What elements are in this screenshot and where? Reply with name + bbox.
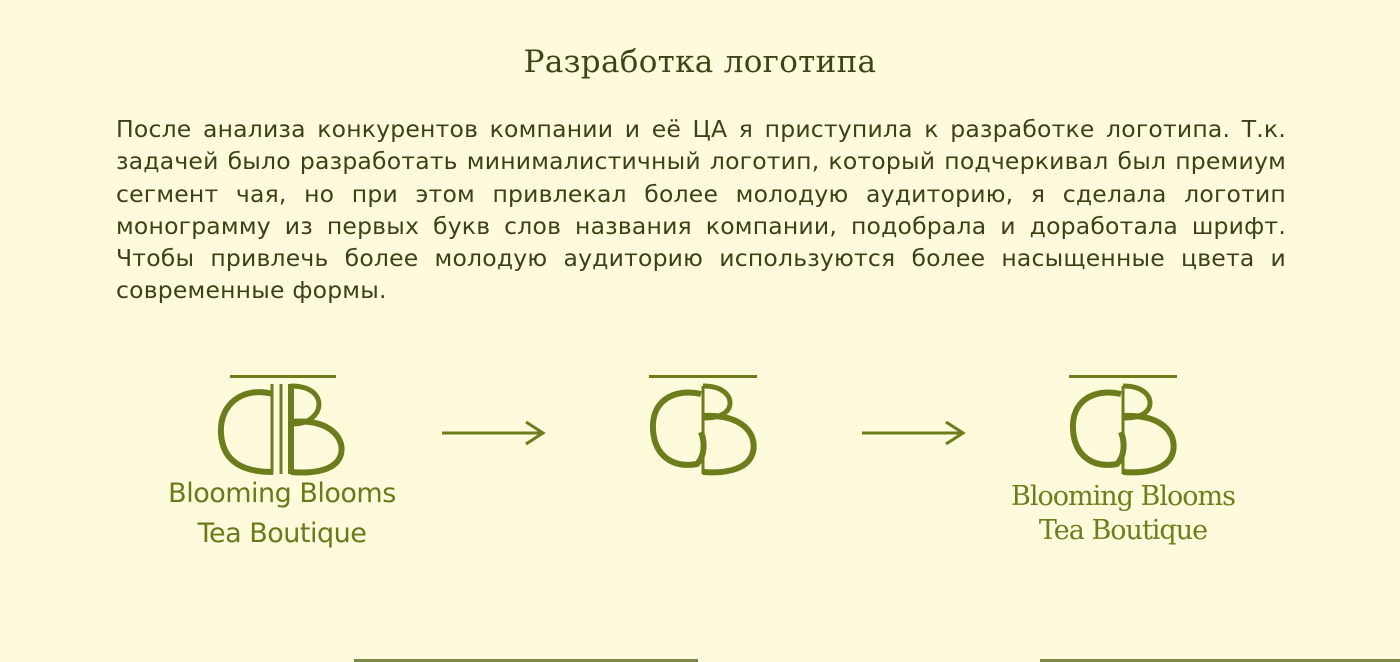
monogram-bb-icon	[1065, 372, 1181, 478]
monogram-bb-icon	[645, 372, 761, 478]
logo-3-name-line-2: Tea Boutique	[1038, 515, 1208, 546]
logo-1-name-line-1: Blooming Blooms	[168, 478, 396, 509]
arrow-right-icon	[860, 418, 968, 448]
logo-1-name-line-2: Tea Boutique	[197, 518, 367, 549]
description-paragraph: После анализа конкурентов компании и её ЦА я приступила к разработке логотипа. Т.к. задачей было разработать минималистичный логотип, который подчеркивал был премиум сегмент чая, но при этом привлекал более молодую аудиторию, я сделала логотип монограмму из первых букв слов названия компании, подобрала и доработала шрифт. Чтобы привлечь более молодую аудиторию используются более насыщенные цвета и современные формы.	[116, 115, 1286, 305]
arrow-right-icon	[440, 418, 548, 448]
monogram-bb-icon	[215, 372, 351, 480]
logo-3-name-line-1: Blooming Blooms	[1011, 481, 1235, 512]
page-title: Разработка логотипа	[523, 44, 877, 80]
